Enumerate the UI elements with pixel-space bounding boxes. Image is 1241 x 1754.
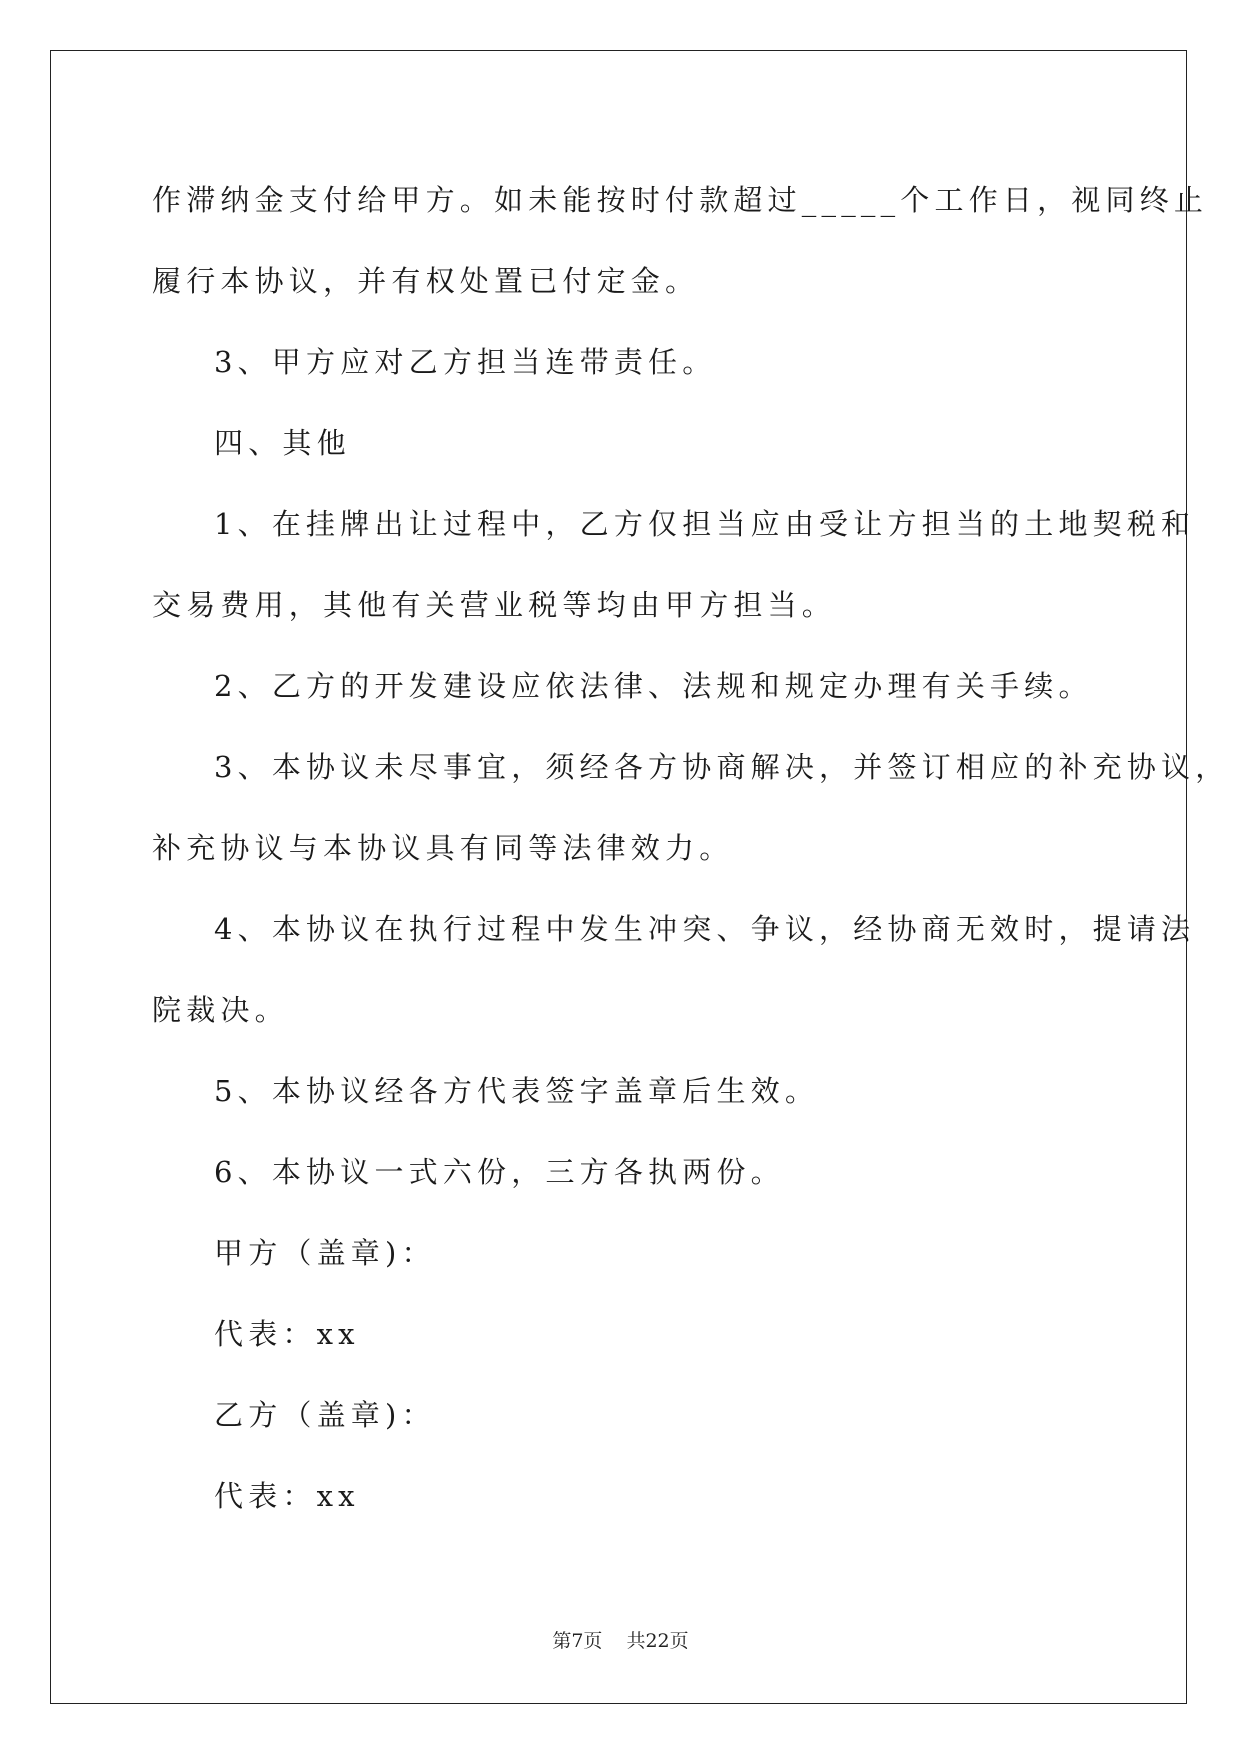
document-body bbox=[152, 160, 1230, 1537]
page-number: 第7页 bbox=[552, 1630, 603, 1652]
body-line: 履行本协议，并有权处置已付定金。 bbox=[152, 264, 700, 298]
body-line: 作滞纳金支付给甲方。如未能按时付款超过_____个工作日，视同终止 bbox=[152, 183, 1209, 217]
signature-rep-a: 代表：xx bbox=[214, 1317, 360, 1351]
body-line: 1、在挂牌出让过程中，乙方仅担当应由受让方担当的土地契税和 bbox=[214, 507, 1196, 541]
body-line: 3、本协议未尽事宜，须经各方协商解决，并签订相应的补充协议， bbox=[214, 750, 1230, 784]
signature-party-a: 甲方（盖章)： bbox=[214, 1236, 436, 1270]
page-footer bbox=[0, 1626, 1241, 1653]
body-line: 院裁决。 bbox=[152, 993, 289, 1027]
page-total: 共22页 bbox=[626, 1630, 689, 1652]
body-line: 5、本协议经各方代表签字盖章后生效。 bbox=[214, 1074, 820, 1108]
signature-party-b: 乙方（盖章)： bbox=[214, 1398, 436, 1432]
body-line: 2、乙方的开发建设应依法律、法规和规定办理有关手续。 bbox=[214, 669, 1093, 703]
signature-rep-b: 代表：xx bbox=[214, 1479, 360, 1513]
body-line: 4、本协议在执行过程中发生冲突、争议，经协商无效时，提请法 bbox=[214, 912, 1196, 946]
section-heading: 四、其他 bbox=[214, 426, 351, 460]
body-line: 补充协议与本协议具有同等法律效力。 bbox=[152, 831, 734, 865]
body-line: 交易费用，其他有关营业税等均由甲方担当。 bbox=[152, 588, 837, 622]
body-line: 3、甲方应对乙方担当连带责任。 bbox=[214, 345, 717, 379]
body-line: 6、本协议一式六份，三方各执两份。 bbox=[214, 1155, 785, 1189]
